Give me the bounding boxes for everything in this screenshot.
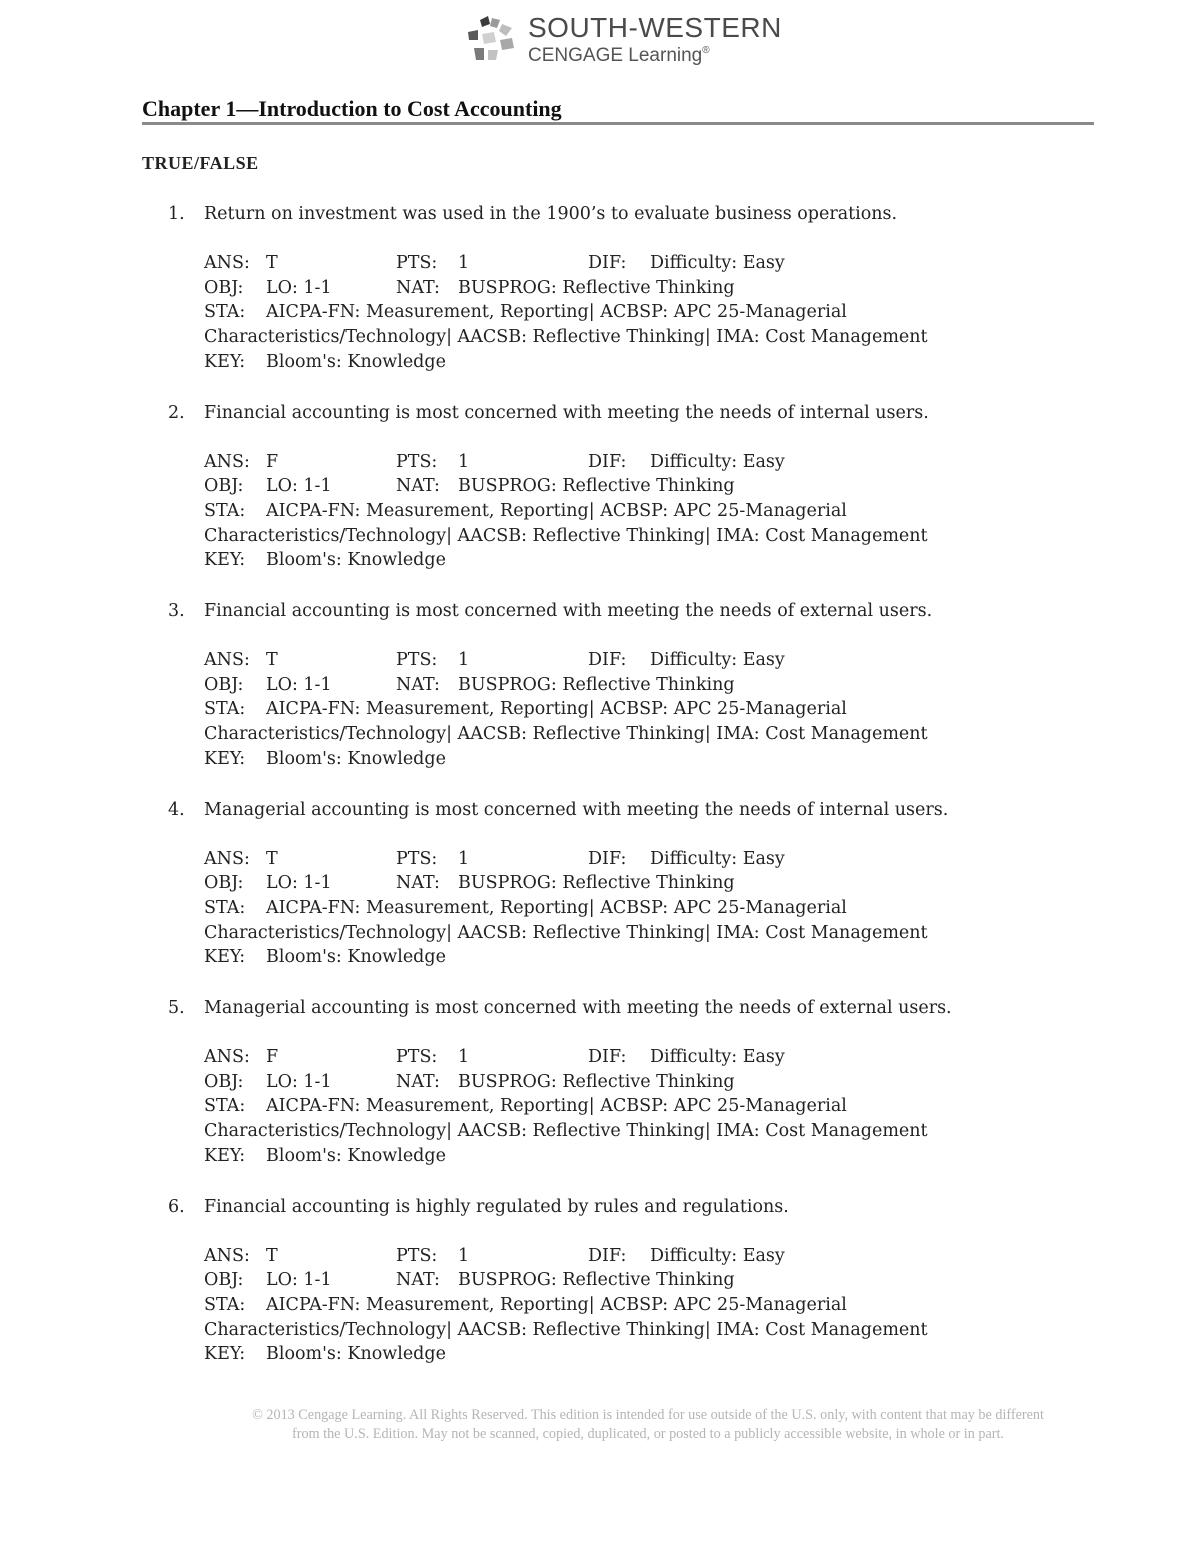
question-number: 2. (168, 402, 185, 423)
nat-label: NAT: (396, 1071, 440, 1092)
sta-label: STA: (204, 1096, 246, 1117)
obj-value: LO: 1-1 (266, 1071, 332, 1092)
footer-line-1: © 2013 Cengage Learning. All Rights Reserved. This edition is intended for use outside of the U.S. only, with content that may be different (252, 1407, 1044, 1423)
sta-value-line1: AICPA-FN: Measurement, Reporting| ACBSP: APC 25-Managerial (266, 699, 847, 720)
question-number: 5. (168, 998, 185, 1018)
dif-label: DIF: (588, 451, 627, 472)
ans-value: T (266, 848, 278, 869)
nat-label: NAT: (396, 674, 440, 695)
ans-value: T (266, 1245, 278, 1266)
ans-value: F (266, 1047, 279, 1067)
sta-value-line2: Characteristics/Technology| AACSB: Reflective Thinking| IMA: Cost Management (204, 327, 928, 348)
sta-value-line1: AICPA-FN: Measurement, Reporting| ACBSP: APC 25-Managerial (266, 1294, 847, 1315)
question-item (0, 996, 1200, 1195)
sta-value-line2: Characteristics/Technology| AACSB: Reflective Thinking| IMA: Cost Management (204, 724, 928, 745)
sta-label: STA: (204, 500, 246, 521)
obj-label: OBJ: (204, 674, 244, 695)
nat-label: NAT: (396, 873, 440, 894)
obj-value: LO: 1-1 (266, 873, 332, 894)
question-number: 4. (168, 799, 185, 820)
obj-label: OBJ: (204, 1270, 244, 1291)
ans-label: ANS: (204, 253, 250, 273)
dif-label: DIF: (588, 848, 627, 869)
pts-label: PTS: (396, 1245, 438, 1266)
dif-value: Difficulty: Easy (650, 253, 785, 273)
nat-value: BUSPROG: Reflective Thinking (458, 1071, 735, 1092)
key-value: Bloom's: Knowledge (266, 1344, 446, 1365)
ans-value: T (266, 253, 278, 273)
ans-label: ANS: (204, 451, 250, 472)
pts-label: PTS: (396, 253, 438, 273)
sta-label: STA: (204, 302, 246, 323)
obj-label: OBJ: (204, 1071, 244, 1092)
nat-value: BUSPROG: Reflective Thinking (458, 873, 735, 894)
dif-value: Difficulty: Easy (650, 1047, 785, 1067)
dif-label: DIF: (588, 650, 627, 670)
obj-value: LO: 1-1 (266, 277, 332, 298)
title-underline (142, 122, 1094, 125)
copyright-footer (200, 1406, 1096, 1444)
question-text: Financial accounting is most concerned with meeting the needs of internal users. (204, 402, 929, 423)
nat-label: NAT: (396, 476, 440, 497)
ans-value: F (266, 451, 279, 472)
sta-value-line1: AICPA-FN: Measurement, Reporting| ACBSP: APC 25-Managerial (266, 302, 847, 323)
nat-label: NAT: (396, 1270, 440, 1291)
nat-value: BUSPROG: Reflective Thinking (458, 277, 735, 298)
logo-brand-line: SOUTH-WESTERN (528, 12, 782, 43)
footer-line-2: from the U.S. Edition. May not be scanned, copied, duplicated, or posted to a publicly accessible website, in whole or in part. (292, 1426, 1004, 1442)
obj-value: LO: 1-1 (266, 1270, 332, 1291)
pts-label: PTS: (396, 848, 438, 869)
key-value: Bloom's: Knowledge (266, 550, 446, 571)
sta-value-line2: Characteristics/Technology| AACSB: Reflective Thinking| IMA: Cost Management (204, 1319, 928, 1340)
sta-value-line2: Characteristics/Technology| AACSB: Reflective Thinking| IMA: Cost Management (204, 1121, 928, 1142)
pts-value: 1 (458, 1047, 470, 1067)
question-item (0, 599, 1200, 798)
ans-label: ANS: (204, 1245, 250, 1266)
key-label: KEY: (204, 947, 246, 968)
key-value: Bloom's: Knowledge (266, 748, 446, 769)
nat-value: BUSPROG: Reflective Thinking (458, 476, 735, 497)
obj-value: LO: 1-1 (266, 674, 332, 695)
ans-value: T (266, 650, 278, 670)
dif-value: Difficulty: Easy (650, 451, 785, 472)
logo-subbrand-line: CENGAGE Learning® (528, 45, 710, 66)
ans-label: ANS: (204, 1047, 250, 1067)
pts-value: 1 (458, 1245, 470, 1266)
pts-label: PTS: (396, 1047, 438, 1067)
pts-value: 1 (458, 253, 470, 273)
obj-label: OBJ: (204, 277, 244, 298)
key-value: Bloom's: Knowledge (266, 351, 446, 372)
question-item (0, 202, 1200, 401)
nat-value: BUSPROG: Reflective Thinking (458, 1270, 735, 1291)
key-label: KEY: (204, 748, 246, 769)
dif-value: Difficulty: Easy (650, 1245, 785, 1266)
sta-label: STA: (204, 1294, 246, 1315)
dif-value: Difficulty: Easy (650, 650, 785, 670)
pts-value: 1 (458, 650, 470, 670)
sta-label: STA: (204, 699, 246, 720)
sta-value-line2: Characteristics/Technology| AACSB: Reflective Thinking| IMA: Cost Management (204, 922, 928, 943)
pts-label: PTS: (396, 650, 438, 670)
chapter-title: Chapter 1—Introduction to Cost Accounting (142, 96, 562, 121)
key-label: KEY: (204, 351, 246, 372)
sta-value-line1: AICPA-FN: Measurement, Reporting| ACBSP: APC 25-Managerial (266, 1096, 847, 1117)
ans-label: ANS: (204, 650, 250, 670)
nat-value: BUSPROG: Reflective Thinking (458, 674, 735, 695)
question-text: Return on investment was used in the 1900’s to evaluate business operations. (204, 204, 898, 224)
question-item (0, 798, 1200, 997)
obj-label: OBJ: (204, 873, 244, 894)
ans-label: ANS: (204, 848, 250, 869)
dif-label: DIF: (588, 1047, 627, 1067)
question-number: 6. (168, 1196, 185, 1217)
dif-label: DIF: (588, 1245, 627, 1266)
sta-label: STA: (204, 897, 246, 918)
key-label: KEY: (204, 550, 246, 571)
key-value: Bloom's: Knowledge (266, 1145, 446, 1166)
question-item (0, 401, 1200, 600)
nat-label: NAT: (396, 277, 440, 298)
pts-value: 1 (458, 451, 470, 472)
sta-value-line2: Characteristics/Technology| AACSB: Reflective Thinking| IMA: Cost Management (204, 525, 928, 546)
question-text: Financial accounting is most concerned with meeting the needs of external users. (204, 601, 933, 621)
obj-value: LO: 1-1 (266, 476, 332, 497)
dif-value: Difficulty: Easy (650, 848, 785, 869)
key-label: KEY: (204, 1145, 246, 1166)
sta-value-line1: AICPA-FN: Measurement, Reporting| ACBSP: APC 25-Managerial (266, 500, 847, 521)
question-text: Managerial accounting is most concerned with meeting the needs of external users. (204, 998, 952, 1018)
question-list (0, 202, 1200, 1393)
cengage-mark-icon (466, 14, 522, 64)
key-value: Bloom's: Knowledge (266, 947, 446, 968)
question-text: Managerial accounting is most concerned with meeting the needs of internal users. (204, 799, 949, 820)
question-text: Financial accounting is highly regulated by rules and regulations. (204, 1196, 789, 1217)
question-number: 3. (168, 601, 185, 621)
sta-value-line1: AICPA-FN: Measurement, Reporting| ACBSP: APC 25-Managerial (266, 897, 847, 918)
registered-mark: ® (702, 45, 710, 56)
key-label: KEY: (204, 1344, 246, 1365)
pts-value: 1 (458, 848, 470, 869)
publisher-logo (466, 12, 782, 68)
obj-label: OBJ: (204, 476, 244, 497)
dif-label: DIF: (588, 253, 627, 273)
section-heading: TRUE/FALSE (142, 153, 259, 173)
pts-label: PTS: (396, 451, 438, 472)
question-item (0, 1195, 1200, 1394)
question-number: 1. (168, 204, 185, 224)
